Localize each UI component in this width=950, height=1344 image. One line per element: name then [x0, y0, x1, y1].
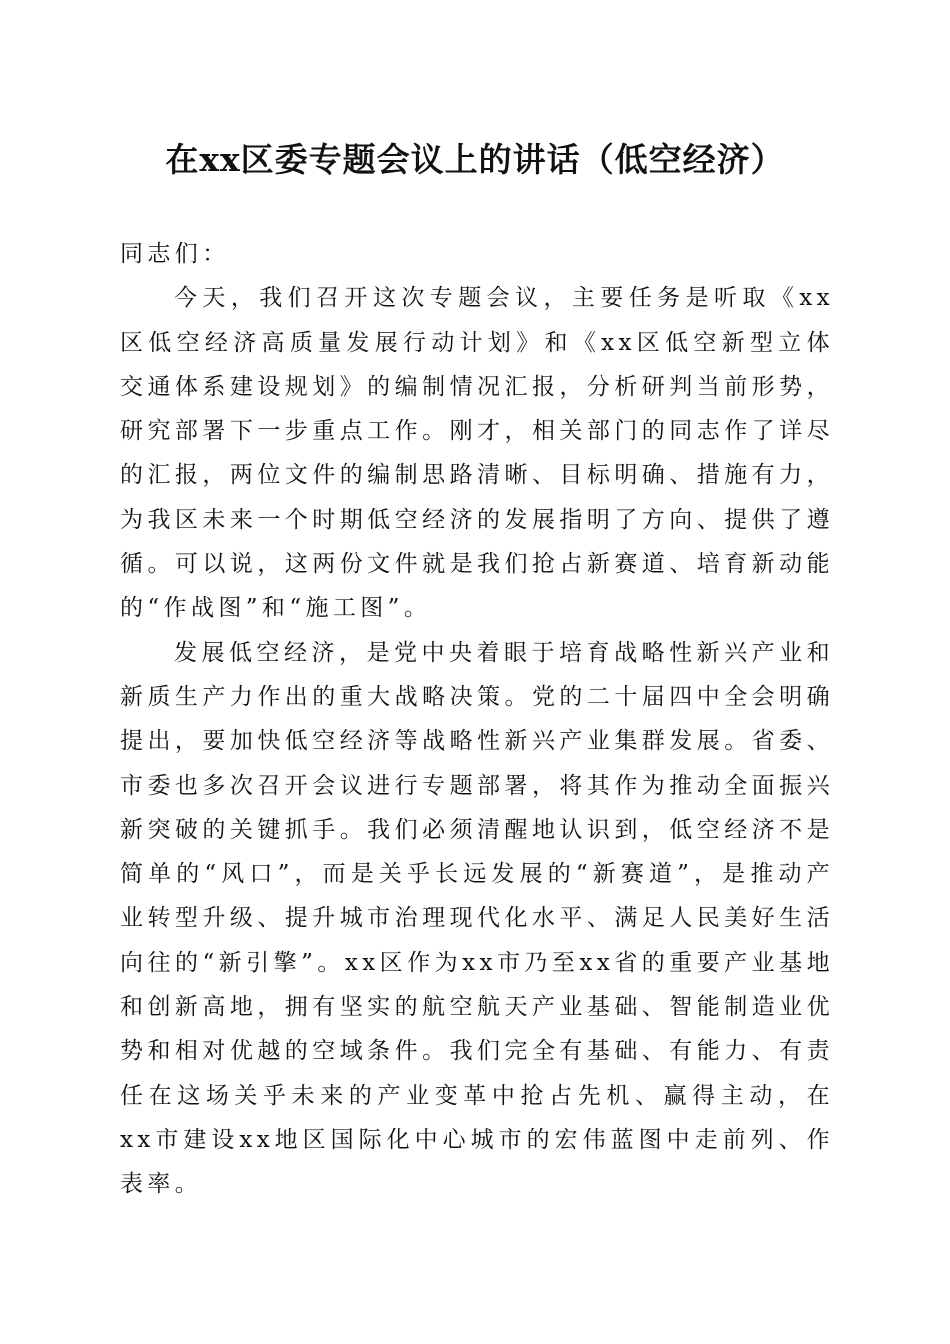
document-title: 在xx区委专题会议上的讲话（低空经济）: [165, 140, 785, 179]
paragraph-significance: 发展低空经济，是党中央着眼于培育战略性新兴产业和新质生产力作出的重大战略决策。党的二十届四中全会明确提出，要加快低空经济等战略性新兴产业集群发展。省委、市委也多次召开会议进行专题部署，将其作为推动全面振兴新突破的关键抓手。我们必须清醒地认识到，低空经济不是简单的“风口”，而是关乎长远发展的“新赛道”，是推动产业转型升级、提升城市治理现代化水平、满足人民美好生活向往的“新引擎”。xx区作为xx市乃至xx省的重要产业基地和创新高地，拥有坚实的航空航天产业基础、智能制造业优势和相对优越的空域条件。我们完全有基础、有能力、有责任在这场关乎未来的产业变革中抢占先机、赢得主动，在xx市建设xx地区国际化中心城市的宏伟蓝图中走前列、作表率。: [120, 639, 834, 1198]
paragraph-opening: 今天，我们召开这次专题会议，主要任务是听取《xx区低空经济高质量发展行动计划》和《xx区低空新型立体交通体系建设规划》的编制情况汇报，分析研判当前形势，研究部署下一步重点工作。刚才，相关部门的同志作了详尽的汇报，两位文件的编制思路清晰、目标明确、措施有力，为我区未来一个时期低空经济的发展指明了方向、提供了遵循。可以说，这两份文件就是我们抢占新赛道、培育新动能的“作战图”和“施工图”。: [120, 285, 834, 622]
speech-body: [120, 232, 834, 1207]
salutation: 同志们：: [120, 241, 230, 267]
